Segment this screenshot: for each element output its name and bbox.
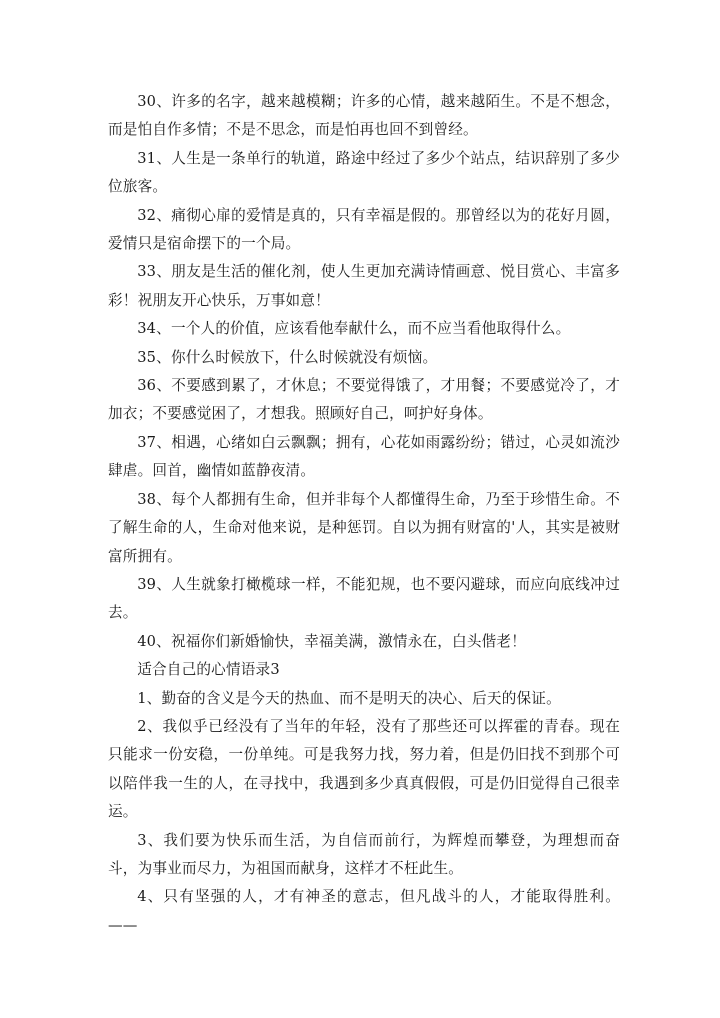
document-body <box>108 88 620 940</box>
paragraph-3: 3、我们要为快乐而生活，为自信而前行，为辉煌而攀登，为理想而奋斗，为事业而尽力，为祖国而献身，这样才不枉此生。 <box>108 831 620 877</box>
paragraph-1: 1、勤奋的含义是今天的热血、而不是明天的决心、后天的保证。 <box>137 689 561 707</box>
paragraph-30: 30、许多的名字，越来越模糊；许多的心情，越来越陌生。不是不想念，而是怕自作多情；不是不思念，而是怕再也回不到曾经。 <box>108 93 620 139</box>
paragraph-33: 33、朋友是生活的催化剂，使人生更加充满诗情画意、悦目赏心、丰富多彩！祝朋友开心快乐，万事如意！ <box>108 263 620 309</box>
paragraph-32: 32、痛彻心扉的爱情是真的，只有幸福是假的。那曾经以为的花好月圆，爱情只是宿命摆下的一个局。 <box>108 206 620 253</box>
paragraph-34: 34、一个人的价值，应该看他奉献什么，而不应当看他取得什么。 <box>137 320 571 338</box>
paragraph-38: 38、每个人都拥有生命，但并非每个人都懂得生命，乃至于珍惜生命。不了解生命的人，生命对他来说，是种惩罚。自以为拥有财富的'人，其实是被财富所拥有。 <box>108 490 620 565</box>
paragraph-2: 2、我似乎已经没有了当年的年轻，没有了那些还可以挥霍的青春。现在只能求一份安稳，一份单纯。可是我努力找，努力着，但是仍旧找不到那个可以陪伴我一生的人，在寻找中，我遇到多少真真假假，可是仍旧觉得自己很幸运。 <box>108 717 620 821</box>
section-heading: 适合自己的心情语录3 <box>137 661 280 679</box>
paragraph-40: 40、祝福你们新婚愉快，幸福美满，激情永在，白头偕老！ <box>137 632 527 650</box>
paragraph-39: 39、人生就象打橄榄球一样，不能犯规，也不要闪避球，而应向底线冲过去。 <box>108 575 620 622</box>
paragraph-37: 37、相遇，心绪如白云飘飘；拥有，心花如雨露纷纷；错过，心灵如流沙肆虐。回首，幽情如蓝静夜清。 <box>108 433 620 480</box>
paragraph-31: 31、人生是一条单行的轨道，路途中经过了多少个站点，结识辞别了多少位旅客。 <box>108 149 620 196</box>
paragraph-36: 36、不要感到累了，才休息；不要觉得饿了，才用餐；不要感觉冷了，才加衣；不要感觉困了，才想我。照顾好自己，呵护好身体。 <box>108 377 620 423</box>
paragraph-4: 4、只有坚强的人，才有神圣的意志，但凡战斗的人，才能取得胜利。—— <box>108 888 620 934</box>
paragraph-35: 35、你什么时候放下，什么时候就没有烦恼。 <box>137 348 438 366</box>
